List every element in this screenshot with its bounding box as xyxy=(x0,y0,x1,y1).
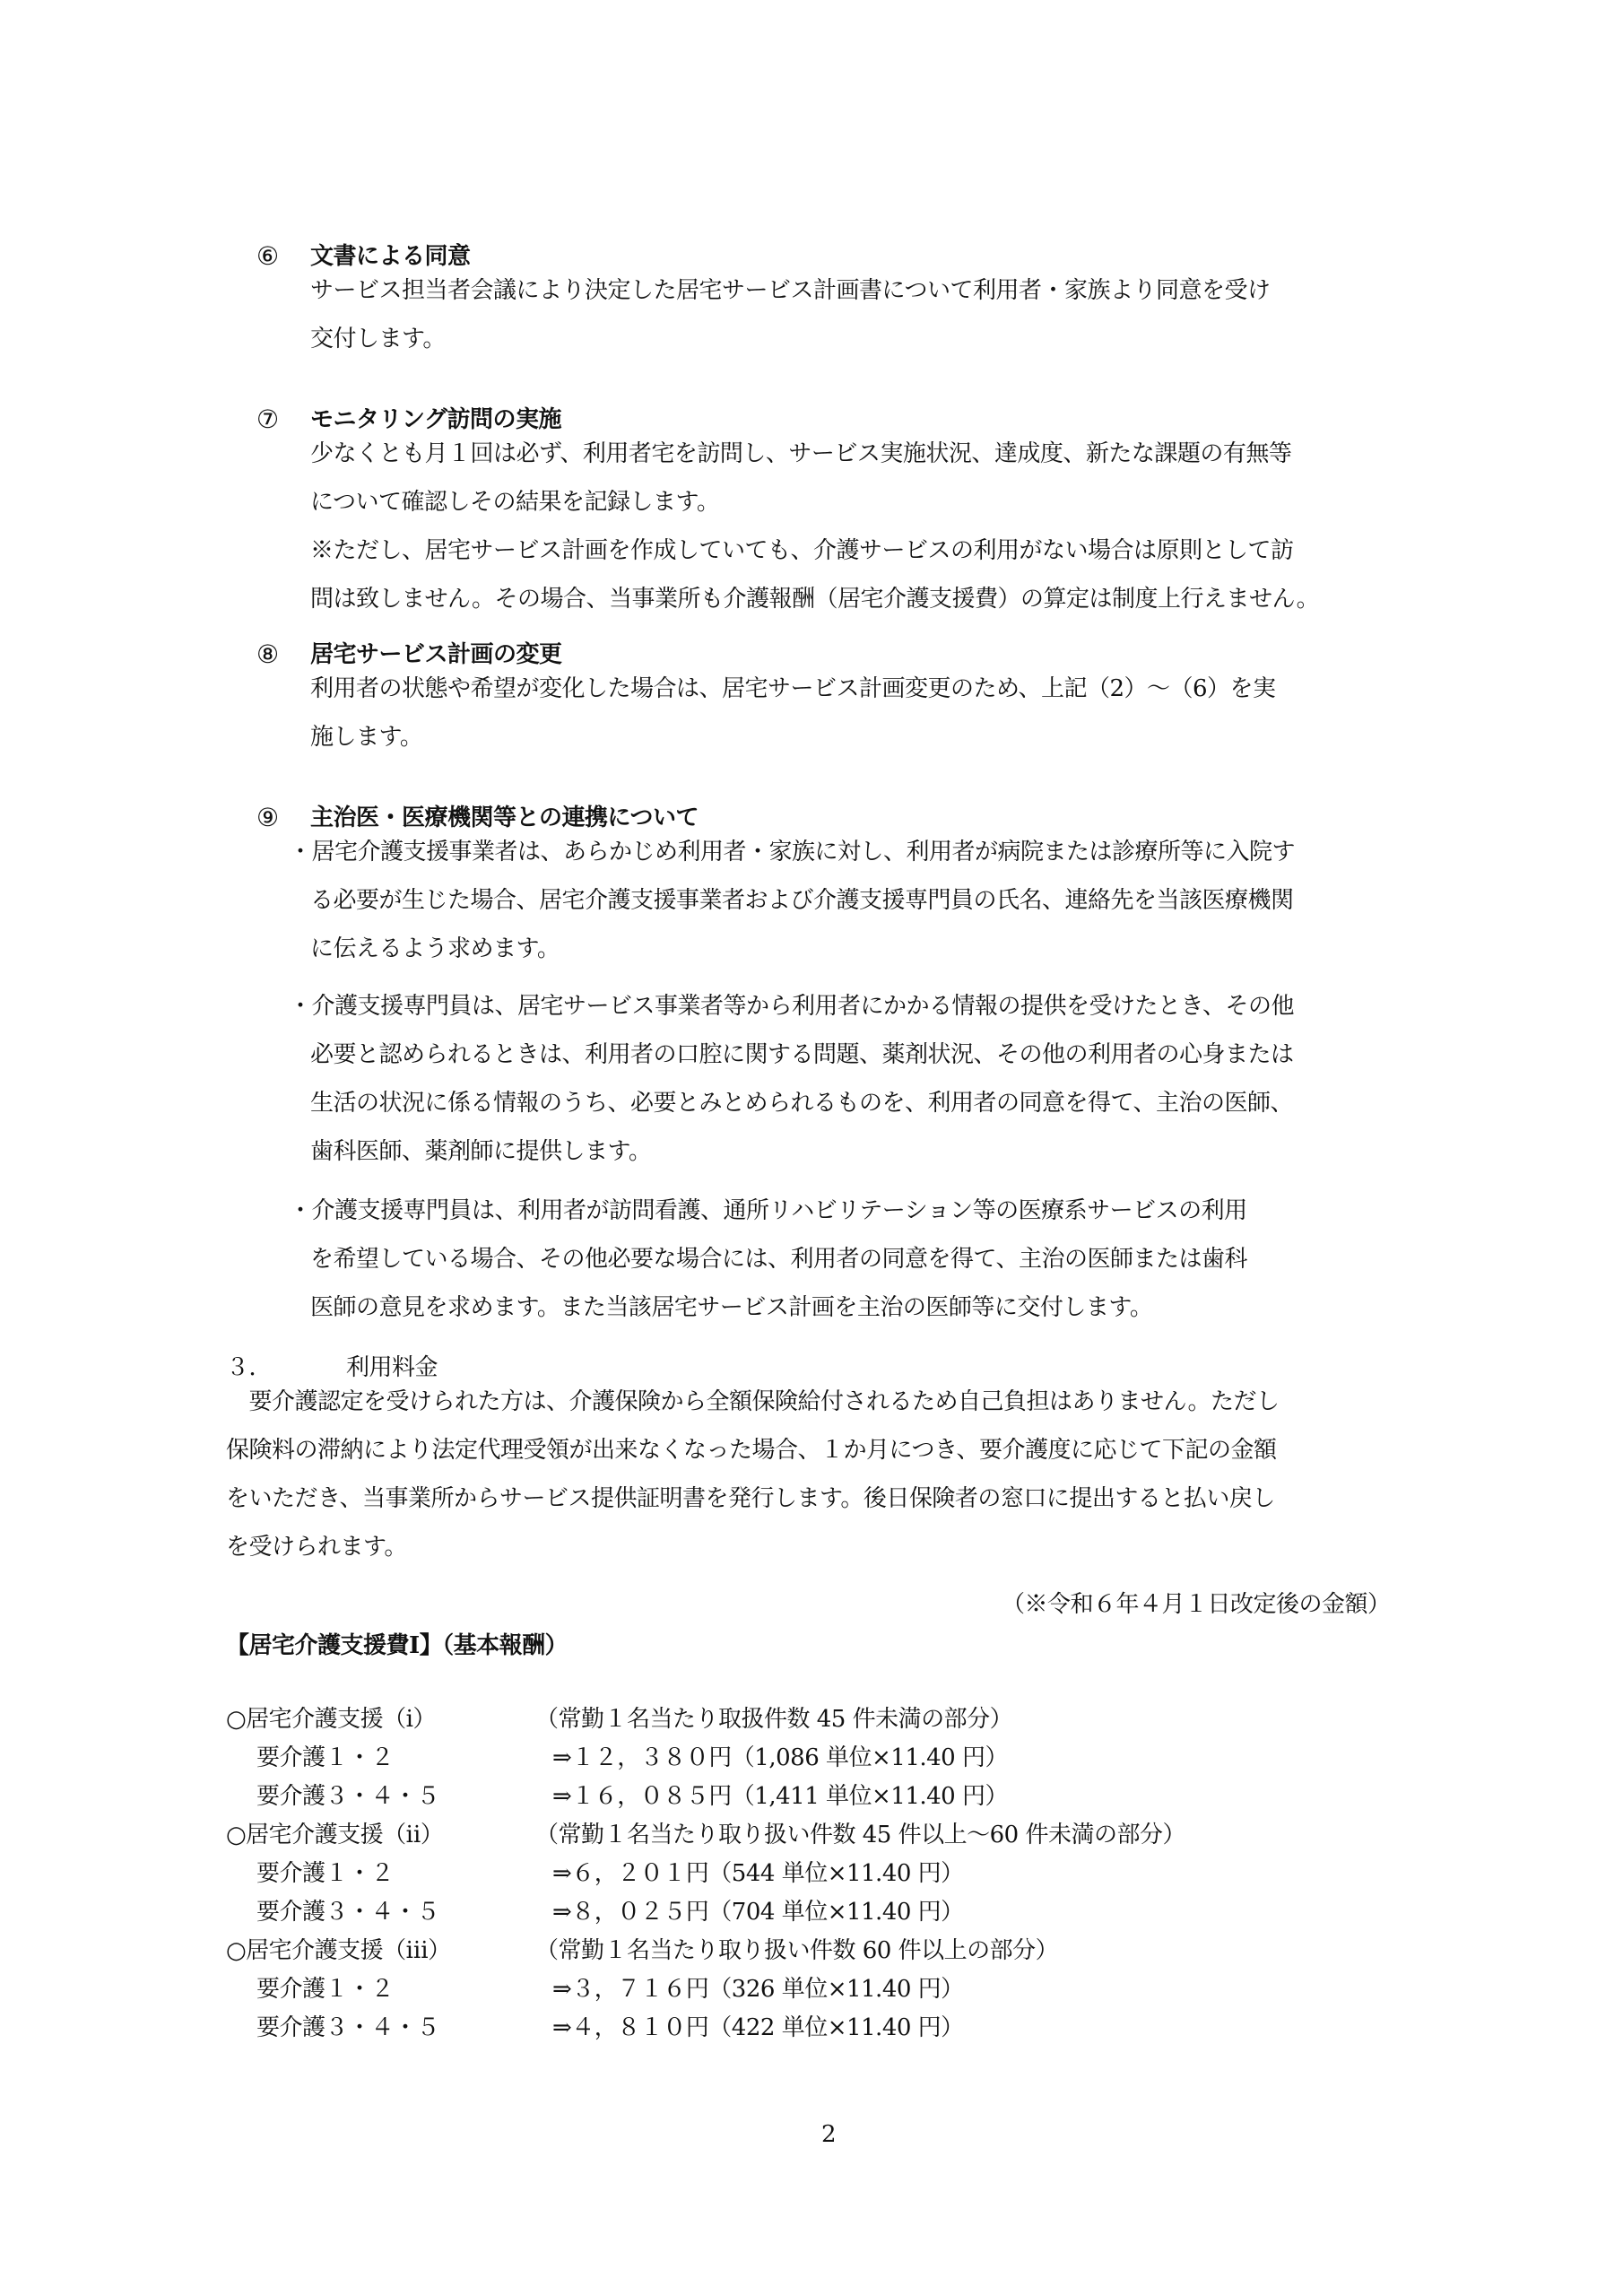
fee-level: 要介護１・２ xyxy=(256,1744,395,1771)
fee-group-3-header xyxy=(226,1933,1058,1969)
fees-heading-title: 利用料金 xyxy=(346,1354,438,1381)
fee-group-name: ○居宅介護支援（ⅱ） xyxy=(226,1822,444,1848)
fee-calc: （1,086 単位×11.40 円） xyxy=(731,1744,1008,1771)
text-line: 問は致しません。その場合、当事業所も介護報酬（居宅介護支援費）の算定は制度上行えません。 xyxy=(310,586,1320,613)
text-line: について確認しその結果を記録します。 xyxy=(310,489,720,516)
section-6-body xyxy=(310,266,1270,363)
text-line: サービス担当者会議により決定した居宅サービス計画書について利用者・家族より同意を受け xyxy=(310,277,1271,304)
fee-row xyxy=(256,1779,1008,1814)
text-line: 施します。 xyxy=(310,724,423,751)
section-7-body xyxy=(310,430,1319,623)
text-line: 医師の意見を求めます。また当該居宅サービス計画を主治の医師等に交付します。 xyxy=(310,1294,1153,1321)
section-8-body xyxy=(310,665,1276,761)
section-9-bullet-1 xyxy=(289,828,1295,973)
text-line: ・介護支援専門員は、利用者が訪問看護、通所リハビリテーション等の医療系サービスの利用 xyxy=(289,1197,1247,1224)
fee-group-condition: （常勤１名当たり取扱件数 45 件未満の部分） xyxy=(535,1706,1013,1733)
section-8-title: 居宅サービス計画の変更 xyxy=(310,641,562,668)
text-line: 少なくとも月１回は必ず、利用者宅を訪問し、サービス実施状況、達成度、新たな課題の有無等 xyxy=(310,440,1292,467)
fee-amount: ⇒６，２０１円 xyxy=(552,1860,709,1887)
fee-group-name: ○居宅介護支援（ⅲ） xyxy=(226,1937,451,1964)
fee-group-condition: （常勤１名当たり取り扱い件数 60 件以上の部分） xyxy=(535,1937,1059,1964)
section-9-title: 主治医・医療機関等との連携について xyxy=(310,804,699,831)
text-line: ※ただし、居宅サービス計画を作成していても、介護サービスの利用がない場合は原則として訪 xyxy=(310,537,1294,564)
fee-amount: ⇒１６，０８５円 xyxy=(552,1783,732,1810)
text-line: 歯科医師、薬剤師に提供します。 xyxy=(310,1138,652,1165)
fee-calc: （422 単位×11.40 円） xyxy=(708,2014,964,2041)
fee-level: 要介護１・２ xyxy=(256,1976,395,2003)
fee-level: 要介護３・４・５ xyxy=(256,1783,440,1810)
section-9-marker: ⑨ xyxy=(256,803,280,832)
fee-group-name: ○居宅介護支援（ⅰ） xyxy=(226,1706,437,1733)
fees-heading-number: ３． xyxy=(226,1354,273,1381)
fees-intro xyxy=(226,1378,1280,1571)
section-9-bullet-3 xyxy=(289,1187,1247,1332)
text-line: る必要が生じた場合、居宅介護支援事業者および介護支援専門員の氏名、連絡先を当該医療機関 xyxy=(310,887,1294,914)
text-line: 利用者の状態や希望が変化した場合は、居宅サービス計画変更のため、上記（2）～（6）を実 xyxy=(310,675,1276,702)
section-7-marker: ⑦ xyxy=(256,404,280,434)
text-line: 要介護認定を受けられた方は、介護保険から全額保険給付されるため自己負担はありません。ただし xyxy=(226,1388,1280,1415)
text-line: を希望している場合、その他必要な場合には、利用者の同意を得て、主治の医師または歯科 xyxy=(310,1246,1247,1273)
page-number: 2 xyxy=(821,2121,837,2148)
fee-amount: ⇒４，８１０円 xyxy=(552,2014,709,2041)
section-6-marker: ⑥ xyxy=(256,241,280,271)
fee-amount: ⇒１２，３８０円 xyxy=(552,1744,732,1771)
fee-group-2-header xyxy=(226,1817,1185,1853)
fee-row xyxy=(256,1856,964,1892)
fee-group-1-header xyxy=(226,1701,1012,1737)
fee-row xyxy=(256,1894,964,1930)
revision-note: （※令和６年４月１日改定後の金額） xyxy=(1002,1591,1391,1618)
fee-calc: （704 単位×11.40 円） xyxy=(708,1899,964,1926)
fee-amount: ⇒３，７１６円 xyxy=(552,1976,709,2003)
text-line: をいただき、当事業所からサービス提供証明書を発行します。後日保険者の窓口に提出すると払い戻し xyxy=(226,1485,1275,1512)
section-6-title: 文書による同意 xyxy=(310,243,471,270)
fee-calc: （1,411 単位×11.40 円） xyxy=(731,1783,1008,1810)
text-line: 交付します。 xyxy=(310,326,446,352)
text-line: に伝えるよう求めます。 xyxy=(310,935,560,962)
fee-calc: （326 単位×11.40 円） xyxy=(708,1976,964,2003)
fee-row xyxy=(256,1740,1008,1776)
fee-group-condition: （常勤１名当たり取り扱い件数 45 件以上～60 件未満の部分） xyxy=(535,1822,1185,1848)
section-7-title: モニタリング訪問の実施 xyxy=(310,406,561,433)
fee-amount: ⇒８，０２５円 xyxy=(552,1899,709,1926)
text-line: 生活の状況に係る情報のうち、必要とみとめられるものを、利用者の同意を得て、主治の医師、 xyxy=(310,1090,1293,1117)
section-8-marker: ⑧ xyxy=(256,639,280,669)
fee-table-title: 【居宅介護支援費Ⅰ】（基本報酬） xyxy=(226,1632,568,1659)
text-line: ・居宅介護支援事業者は、あらかじめ利用者・家族に対し、利用者が病院または診療所等に入院す xyxy=(289,839,1296,865)
fee-calc: （544 単位×11.40 円） xyxy=(708,1860,964,1887)
section-9-bullet-2 xyxy=(289,982,1294,1176)
fee-level: 要介護１・２ xyxy=(256,1860,395,1887)
fee-level: 要介護３・４・５ xyxy=(256,1899,440,1926)
fee-level: 要介護３・４・５ xyxy=(256,2014,440,2041)
fee-row xyxy=(256,2010,964,2046)
text-line: 保険料の滞納により法定代理受領が出来なくなった場合、１か月につき、要介護度に応じて下記の金額 xyxy=(226,1437,1277,1464)
text-line: ・介護支援専門員は、居宅サービス事業者等から利用者にかかる情報の提供を受けたとき、その他 xyxy=(289,993,1294,1020)
text-line: を受けられます。 xyxy=(226,1534,407,1561)
text-line: 必要と認められるときは、利用者の口腔に関する問題、薬剤状況、その他の利用者の心身または xyxy=(310,1041,1294,1068)
fee-row xyxy=(256,1971,964,2007)
